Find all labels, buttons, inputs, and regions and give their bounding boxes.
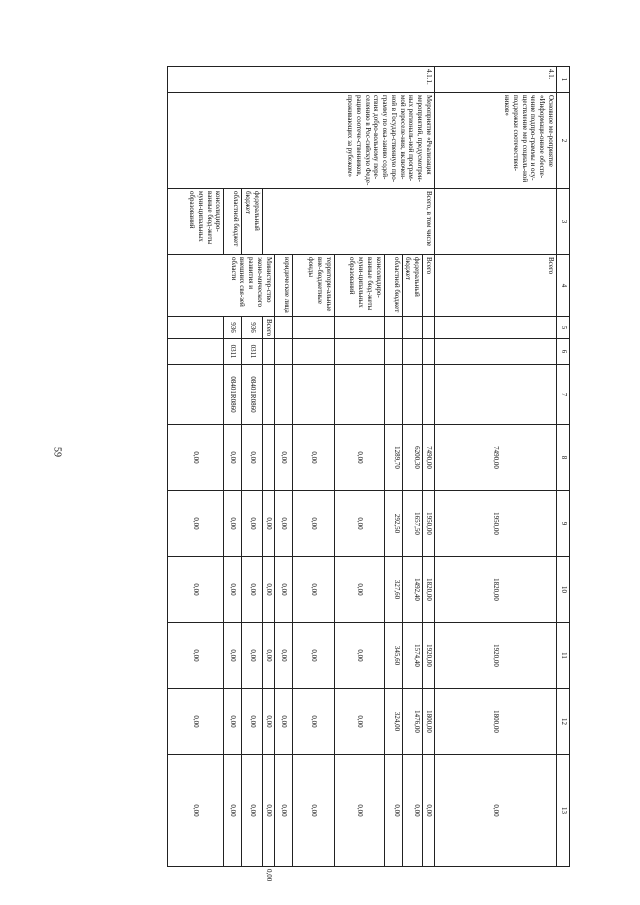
cell-source: Всего <box>423 255 435 317</box>
col-header: 4 <box>557 255 570 317</box>
cell-value: 0,00 <box>224 425 242 491</box>
col-header: 9 <box>557 491 570 557</box>
cell-value: 1800,00 <box>435 689 557 755</box>
cell-rzpr <box>168 339 224 365</box>
cell-value: 6200,30 <box>402 425 423 491</box>
page-number: 59 <box>51 447 63 457</box>
cell-name: Основное ме-роприятие «Информаци-онное обеспе-чение подпро-граммы и осу-ществление мер социаль-ной поддержки соотечествен-ников» <box>435 93 557 189</box>
cell-value: 0,00 <box>334 557 384 623</box>
cell-executor: Всего, в том числе <box>263 189 435 255</box>
cell-value: 0,00 <box>334 623 384 689</box>
cell-csr <box>402 365 423 425</box>
cell-value: 0,00 <box>168 755 224 867</box>
cell-rzpr <box>384 339 402 365</box>
col-header: 6 <box>557 339 570 365</box>
cell-value: 0,00 <box>292 689 334 755</box>
cell-value: 0,00 <box>168 491 224 557</box>
cell-value: 1574,40 <box>402 623 423 689</box>
cell-value: 1920,00 <box>435 623 557 689</box>
table-row <box>423 67 435 867</box>
cell-executor <box>435 189 557 255</box>
cell-source: юридические лица <box>274 255 292 317</box>
cell-grbs <box>292 317 334 339</box>
cell-value: 0,00 <box>435 755 557 867</box>
cell-value: 0,00 <box>224 689 242 755</box>
cell-rzpr <box>292 339 334 365</box>
cell-value: 7490,00 <box>423 425 435 491</box>
cell-grbs <box>334 317 384 339</box>
col-header: 3 <box>557 189 570 255</box>
cell-value: 1950,00 <box>435 491 557 557</box>
cell-source: областной бюджет <box>224 189 242 255</box>
cell-csr: 08401R0860 <box>242 365 263 425</box>
cell-grbs <box>423 317 435 339</box>
cell-value: 0,00 <box>384 755 402 867</box>
cell-grbs: 936 <box>242 317 263 339</box>
cell-grbs <box>384 317 402 339</box>
cell-value: 0,00 <box>224 623 242 689</box>
cell-value: 0,00 <box>292 491 334 557</box>
cell-value: 0,00 <box>274 425 292 491</box>
cell-value: 1820,00 <box>423 557 435 623</box>
cell-value: 0,00 <box>263 623 275 689</box>
cell-csr <box>263 425 275 491</box>
cell-value: 1820,00 <box>435 557 557 623</box>
cell-rzpr: 0311 <box>224 339 242 365</box>
cell-value: 0,00 <box>242 491 263 557</box>
cell-csr <box>435 365 557 425</box>
cell-value: 0,00 <box>263 491 275 557</box>
cell-value: 0,00 <box>242 425 263 491</box>
cell-csr <box>168 365 224 425</box>
table-row <box>435 67 557 867</box>
cell-grbs: 936 <box>224 317 242 339</box>
cell-value: 0,00 <box>263 755 275 867</box>
cell-csr: 08401R0860 <box>224 365 242 425</box>
cell-value: 0,00 <box>168 623 224 689</box>
col-header: 5 <box>557 317 570 339</box>
cell-value: 0,00 <box>274 689 292 755</box>
col-header: 7 <box>557 365 570 425</box>
col-header: 1 <box>557 67 570 93</box>
cell-source: федеральный бюджет <box>242 189 263 255</box>
cell-value: 1950,00 <box>423 491 435 557</box>
cell-grbs <box>263 339 275 365</box>
cell-value: 0,00 <box>168 557 224 623</box>
cell-rzpr <box>334 339 384 365</box>
cell-executor: Министер-ство эконо-мического развития и внешних свя-зей области <box>168 255 274 317</box>
cell-value: 0,00 <box>224 491 242 557</box>
cell-value: 0,00 <box>224 557 242 623</box>
cell-rzpr: 0311 <box>242 339 263 365</box>
cell-name: Мероприятие «Реализация мероприятий, предусмотрен-ных региональ-ной програм-мой переселе-ния, включен-ной в Государ-ственную про-грамму по ока-занию содей-ствия добро-вольному пере-селению в Рос-сийскую Феде-рацию соотече-ственников, проживающих за рубежом» <box>168 93 435 189</box>
cell-value: 0,00 <box>242 689 263 755</box>
cell-value: 0,00 <box>274 623 292 689</box>
cell-value: 0,00 <box>292 755 334 867</box>
table-row: Министер-ство эконо-мического развития и внешних свя-зей области Всего 0,00 0,00 0,00 0,00 0,00 0,00 <box>263 67 275 867</box>
cell-source: территори-альные вне-бюджетные фонды <box>292 255 334 317</box>
cell-rzpr <box>435 339 557 365</box>
cell-value: 0,00 <box>263 557 275 623</box>
cell-grbs <box>168 317 224 339</box>
cell-value: 1657,50 <box>402 491 423 557</box>
cell-number: 4.1.1. <box>168 67 435 93</box>
cell-csr <box>334 365 384 425</box>
col-header: 12 <box>557 689 570 755</box>
cell-value: 327,60 <box>384 557 402 623</box>
cell-value: 1476,00 <box>402 689 423 755</box>
col-header: 11 <box>557 623 570 689</box>
cell-value: 0,00 <box>274 491 292 557</box>
cell-value: 0,00 <box>334 491 384 557</box>
header-row <box>557 67 570 867</box>
col-header: 2 <box>557 93 570 189</box>
cell-value: 345,60 <box>384 623 402 689</box>
cell-value: 0,00 <box>168 425 224 491</box>
cell-csr <box>292 365 334 425</box>
cell-source: Всего <box>435 255 557 317</box>
cell-value: 0,00 <box>242 755 263 867</box>
cell-rzpr <box>274 339 292 365</box>
cell-value: 0,00 <box>274 755 292 867</box>
cell-csr <box>423 365 435 425</box>
cell-value: 0,00 <box>402 755 423 867</box>
cell-value: 0,00 <box>242 623 263 689</box>
cell-value: 1289,70 <box>384 425 402 491</box>
cell-value: 0,00 <box>224 755 242 867</box>
cell-grbs <box>402 317 423 339</box>
cell-csr <box>384 365 402 425</box>
col-header: 10 <box>557 557 570 623</box>
cell-value: 0,00 <box>292 623 334 689</box>
cell-source: федеральный бюджет <box>402 255 423 317</box>
cell-source: консолидиро-ванные бюд-жеты муни-ципальных образований <box>168 189 224 255</box>
cell-value: 7490,00 <box>435 425 557 491</box>
cell-csr <box>274 365 292 425</box>
cell-value: 1492,40 <box>402 557 423 623</box>
cell-value: 1920,00 <box>423 623 435 689</box>
cell-value: 0,00 <box>168 689 224 755</box>
cell-source: областной бюджет <box>384 255 402 317</box>
budget-table <box>168 66 571 882</box>
cell-grbs <box>274 317 292 339</box>
cell-value: 324,00 <box>384 689 402 755</box>
cell-value: 0,00 <box>334 689 384 755</box>
col-header: 8 <box>557 425 570 491</box>
cell-source: консолидиро-ванные бюд-жеты муни-ципальных образований <box>334 255 384 317</box>
cell-value: 1800,00 <box>423 689 435 755</box>
cell-value: 292,50 <box>384 491 402 557</box>
cell-value: 0,00 <box>423 755 435 867</box>
cell-value: 0,00 <box>263 689 275 755</box>
cell-rzpr <box>423 339 435 365</box>
cell-value: 0,00 <box>334 755 384 867</box>
cell-value: 0,00 <box>242 557 263 623</box>
cell-grbs <box>435 317 557 339</box>
cell-rzpr <box>263 365 275 425</box>
cell-source: Всего <box>263 317 275 339</box>
cell-value: 0,00 <box>292 557 334 623</box>
col-header: 13 <box>557 755 570 867</box>
cell-value: 0,00 <box>274 557 292 623</box>
cell-value: 0,00 <box>292 425 334 491</box>
cell-rzpr <box>402 339 423 365</box>
cell-value: 0,00 <box>334 425 384 491</box>
cell-number: 4.1. <box>435 67 557 93</box>
table-container <box>100 66 570 882</box>
